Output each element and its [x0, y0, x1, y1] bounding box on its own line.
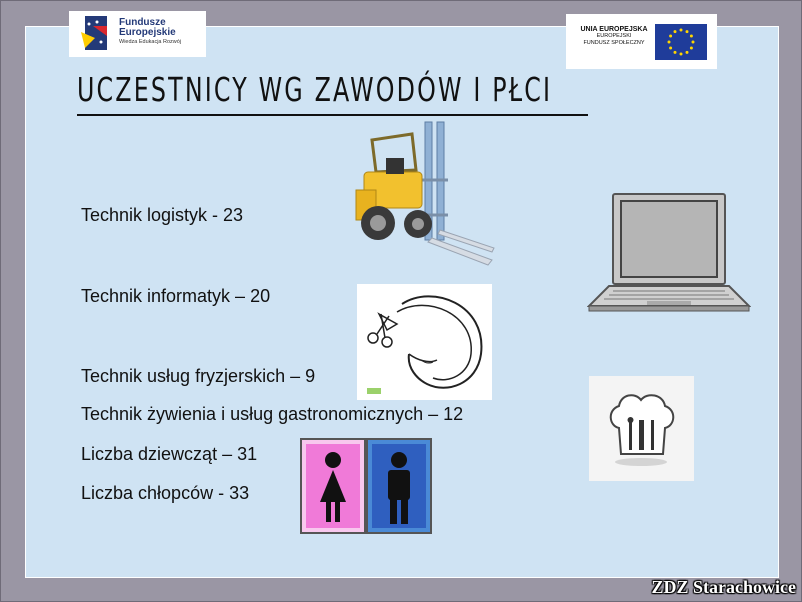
eu-funds-emblem-icon — [77, 14, 117, 54]
item-technik-informatyk: Technik informatyk – 20 — [81, 286, 271, 306]
woman-icon — [301, 439, 365, 533]
footer-watermark: ZDZ Starachowice — [651, 577, 796, 597]
item-technik-uslug-fryzjerskich: Technik usług fryzjerskich – 9 — [81, 366, 316, 386]
fundusze-europejskie-logo — [69, 11, 206, 57]
item-liczba-chlopcow: Liczba chłopców - 33 — [81, 483, 250, 503]
fe-logo-line3: Wiedza Edukacja Rozwój — [119, 39, 182, 45]
unia-europejska-logo — [566, 14, 717, 69]
fe-logo-line1: Fundusze — [119, 17, 166, 28]
item-technik-zywienia: Technik żywienia i usług gastronomicznych – 12 — [81, 404, 464, 424]
fe-logo-line2: Europejskie — [119, 27, 176, 38]
slide-title: UCZESTNICY WG ZAWODÓW I PŁCI — [77, 70, 553, 109]
item-liczba-dziewczat: Liczba dziewcząt – 31 — [81, 444, 258, 464]
ue-logo-line3: FUNDUSZ SPOŁECZNY — [583, 40, 645, 46]
gender-signs — [300, 438, 433, 534]
hairdresser-icon — [357, 284, 492, 400]
item-technik-logistyk: Technik logistyk - 23 — [81, 205, 244, 225]
ue-logo-line1: UNIA EUROPEJSKA — [580, 26, 648, 33]
forklift-icon — [352, 120, 497, 266]
title-underline — [77, 114, 588, 116]
eu-flag-icon — [655, 24, 707, 60]
ue-logo-line2: EUROPEJSKI — [596, 33, 632, 39]
man-icon — [367, 439, 431, 533]
chef-hat-icon — [589, 376, 694, 481]
laptop-icon — [587, 192, 751, 314]
